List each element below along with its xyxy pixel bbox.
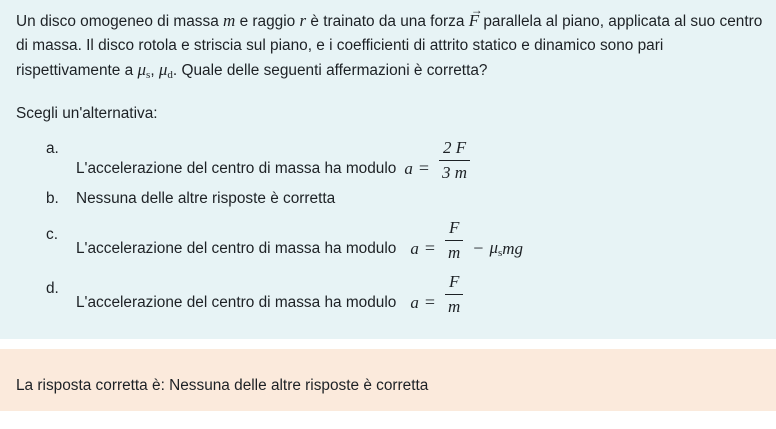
fraction-denominator: m xyxy=(445,240,463,263)
mu-symbol: μ xyxy=(489,238,498,257)
fraction-denominator: m xyxy=(445,294,463,317)
question-text xyxy=(16,9,766,87)
fraction-numerator: 2 F xyxy=(442,138,467,157)
symbol-vector-F: → F xyxy=(469,9,479,33)
math-equals: = xyxy=(418,158,429,178)
math-lhs: a xyxy=(404,158,413,178)
mu-symbol: μ xyxy=(137,60,147,79)
symbol-m: m xyxy=(223,11,236,30)
mu-sub-s: s xyxy=(497,247,503,259)
math-lhs: a xyxy=(410,238,419,258)
option-text: L'accelerazione del centro di massa ha modulo xyxy=(76,293,397,311)
option-letter: c. xyxy=(46,226,58,243)
fraction xyxy=(445,218,463,263)
math-mu xyxy=(489,238,502,259)
option-text: L'accelerazione del centro di massa ha modulo xyxy=(76,239,397,257)
fraction xyxy=(445,272,463,317)
math-tail: mg xyxy=(502,238,524,258)
question-text-4: parallela al piano, applicata al suo centro di massa. Il disco rotola e striscia sul piano, e i coefficienti di attrito statico e dinamico sono pari rispettivamente a xyxy=(16,13,763,79)
option-text: Nessuna delle altre risposte è corretta xyxy=(76,190,336,207)
fraction-numerator: F xyxy=(448,272,460,291)
feedback-panel xyxy=(0,349,776,411)
fraction-denominator: 3 m xyxy=(439,160,470,183)
mu-sub-d: d xyxy=(167,69,173,81)
separator: , xyxy=(150,62,159,79)
math-equals: = xyxy=(424,292,435,312)
correct-answer-text: La risposta corretta è: Nessuna delle altre risposte è corretta xyxy=(16,377,429,394)
option-letter: a. xyxy=(46,140,59,157)
question-text-2: e raggio xyxy=(235,13,300,30)
answer-prompt: Scegli un'alternativa: xyxy=(16,105,158,122)
math-equals: = xyxy=(424,238,435,258)
option-letter: b. xyxy=(46,190,59,207)
question-text-1: Un disco omogeneo di massa xyxy=(16,13,224,30)
option-text: L'accelerazione del centro di massa ha modulo xyxy=(76,159,397,177)
math-lhs: a xyxy=(410,292,419,312)
symbol-r: r xyxy=(299,11,307,30)
mu-sub-s: s xyxy=(146,69,151,81)
question-text-5: . Quale delle seguenti affermazioni è corretta? xyxy=(172,62,488,79)
mu-symbol: μ xyxy=(158,60,168,79)
bottom-strip xyxy=(0,411,776,429)
math-minus: − xyxy=(473,238,484,258)
fraction-numerator: F xyxy=(448,218,460,237)
symbol-mu-s xyxy=(137,60,150,79)
fraction xyxy=(439,138,470,183)
question-text-3: è trainato da una forza xyxy=(306,13,469,30)
symbol-mu-d xyxy=(159,60,173,79)
option-letter: d. xyxy=(46,280,59,297)
